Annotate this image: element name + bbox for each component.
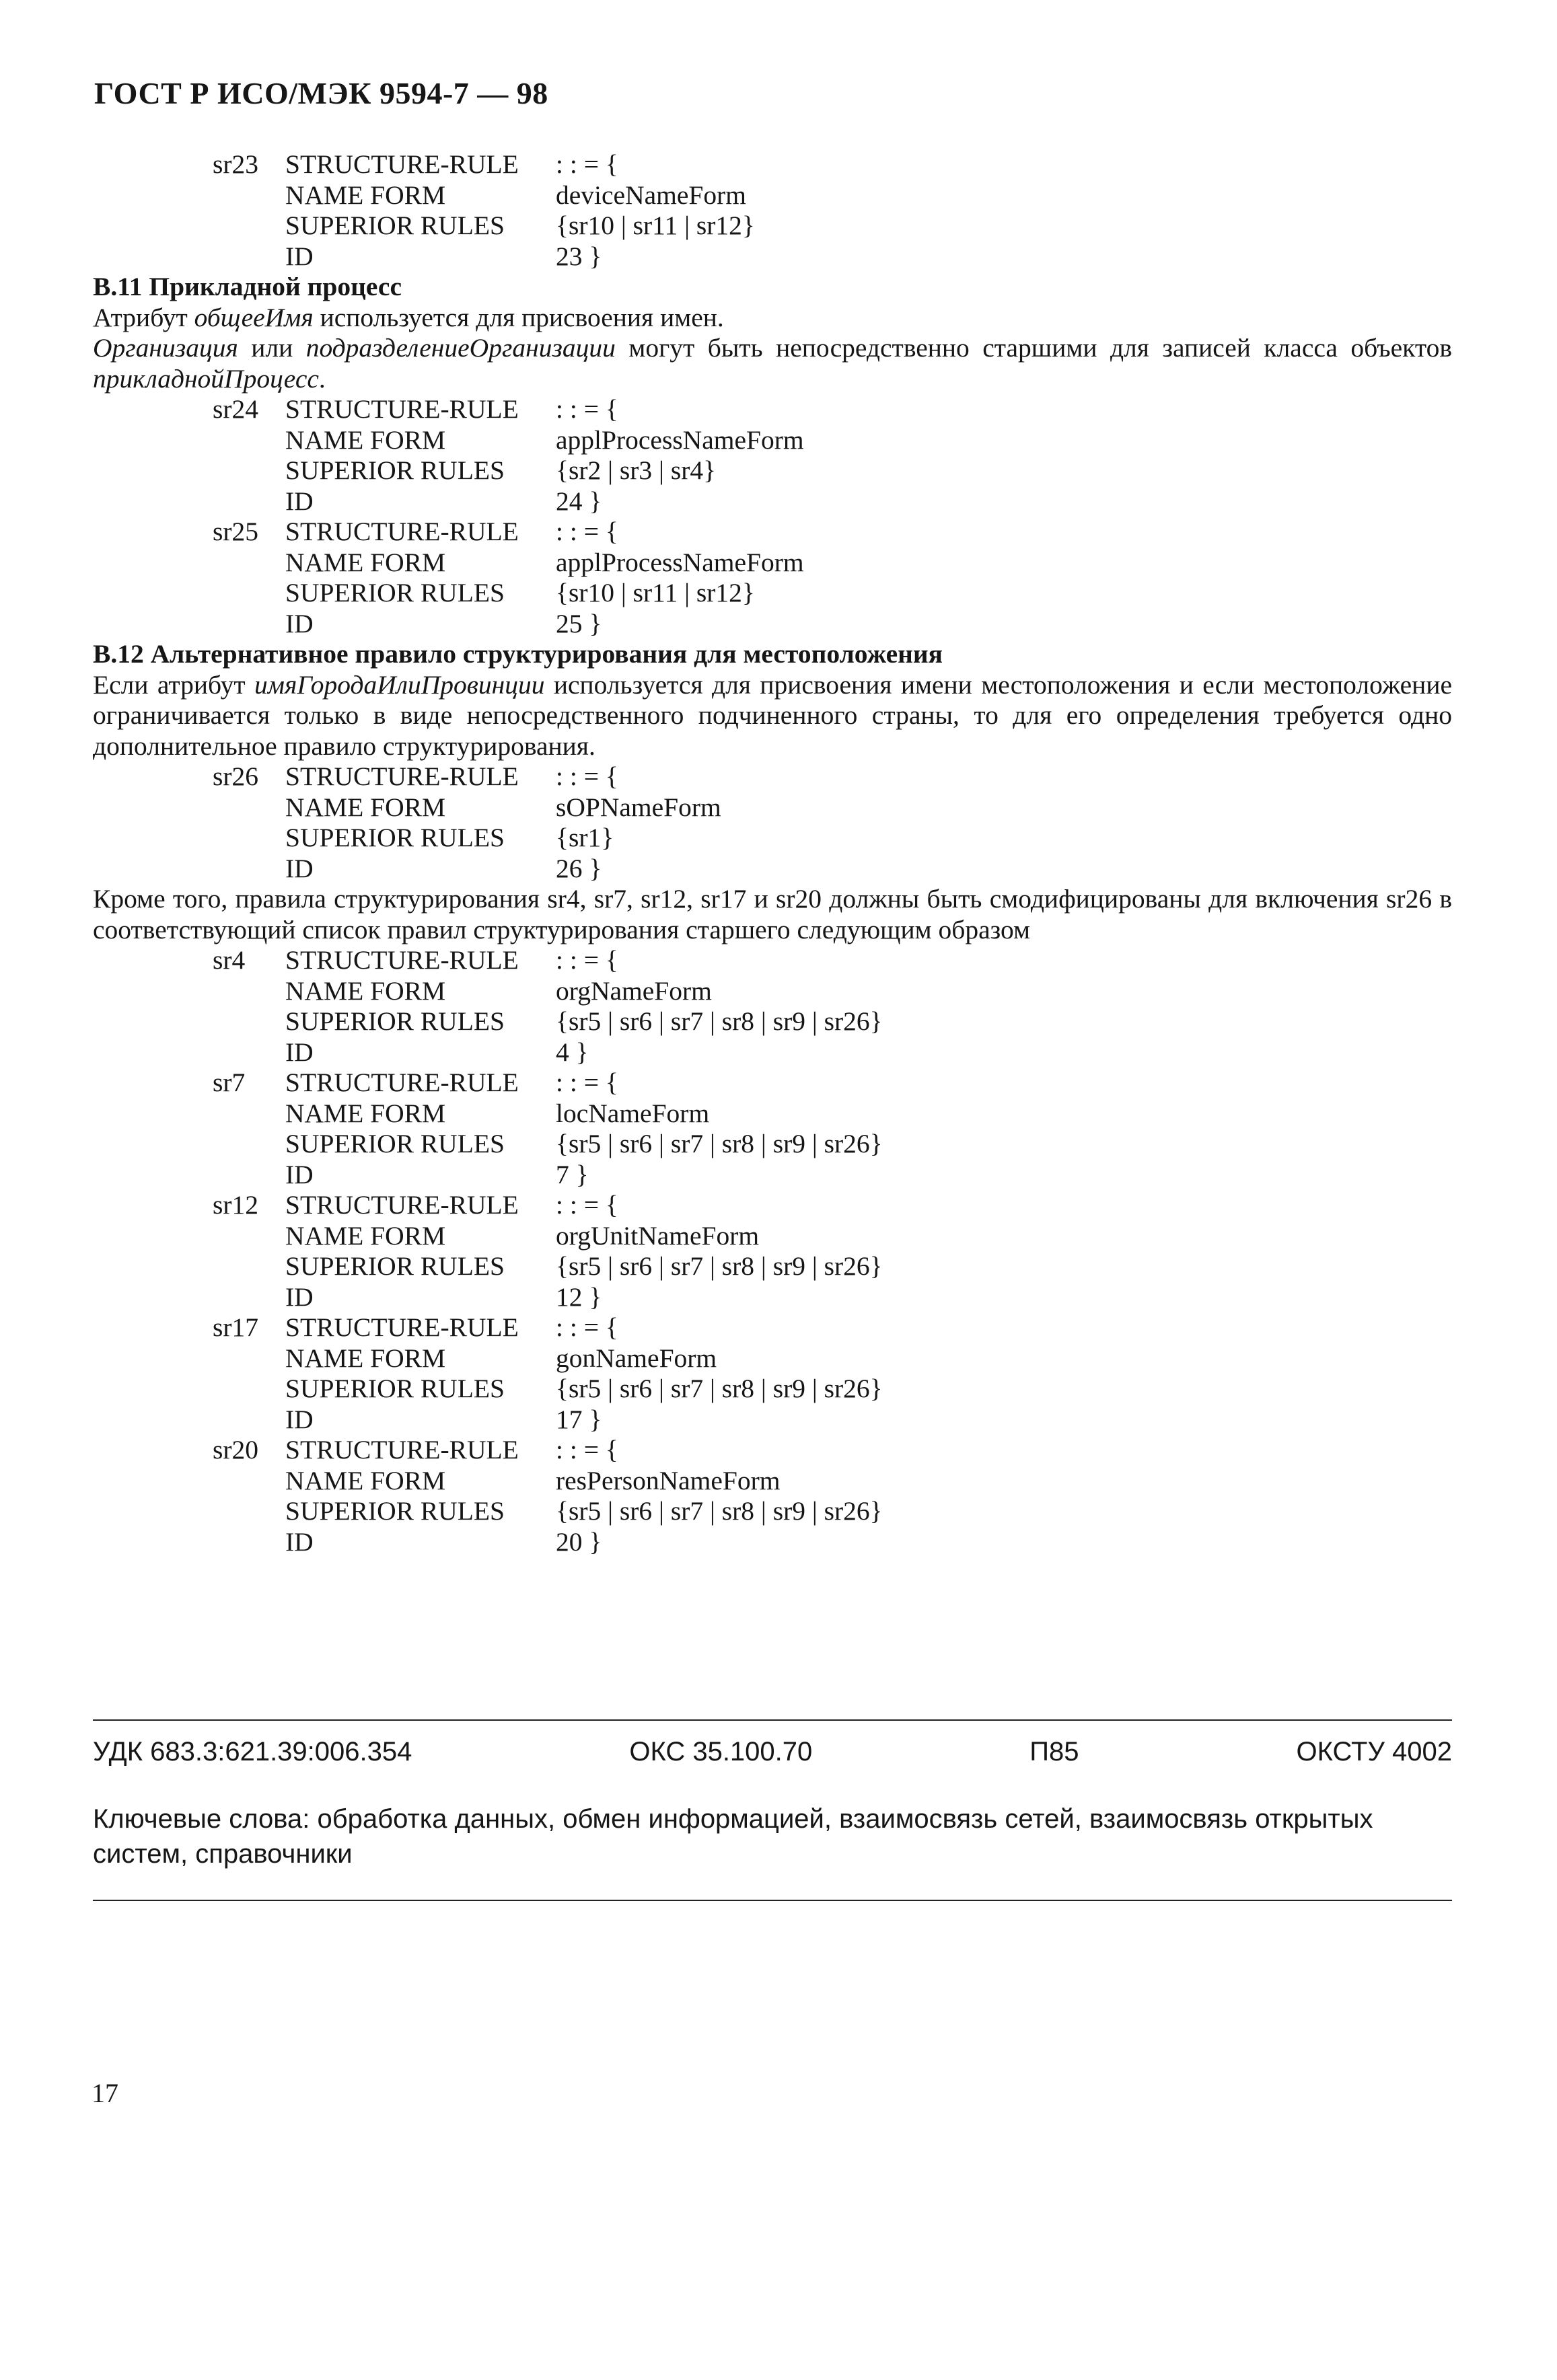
rule-keyword: ID [285, 241, 314, 271]
rule-value: 12 } [556, 1281, 602, 1312]
p-code: П85 [1029, 1737, 1079, 1767]
rule-keyword: STRUCTURE-RULE [285, 1068, 519, 1097]
rule-value: {sr5 | sr6 | sr7 | sr8 | sr9 | sr26} [556, 1374, 883, 1403]
rule-line [93, 1068, 1452, 1099]
rule-line [93, 792, 1452, 823]
rule-keyword: STRUCTURE-RULE [285, 1312, 519, 1342]
rule-line [93, 1160, 1452, 1191]
rule-block-sr23 [93, 149, 1452, 272]
rule-value: {sr5 | sr6 | sr7 | sr8 | sr9 | sr26} [556, 1129, 883, 1158]
rule-label: sr4 [213, 945, 246, 975]
rule-value: : : = { [556, 1068, 618, 1097]
rule-line [93, 1282, 1452, 1313]
rule-line [93, 578, 1452, 609]
rule-line [93, 211, 1452, 241]
rule-keyword: ID [285, 1159, 314, 1189]
rule-line [93, 761, 1452, 792]
rule-keyword: SUPERIOR RULES [285, 1006, 505, 1036]
rule-keyword: STRUCTURE-RULE [285, 517, 519, 546]
rule-value: sOPNameForm [556, 792, 721, 822]
rule-keyword: SUPERIOR RULES [285, 455, 505, 485]
rule-line [93, 1343, 1452, 1374]
rule-label: sr25 [213, 517, 259, 546]
rule-line [93, 180, 1452, 211]
rule-value: 17 } [556, 1404, 602, 1434]
rule-keyword: NAME FORM [285, 1343, 446, 1373]
rule-keyword: SUPERIOR RULES [285, 1129, 505, 1158]
rule-label: sr7 [213, 1068, 246, 1097]
paragraph-b11-superiors: Организация или подразделениеОрганизации могут быть непосредственно старшими для записей класса объектов прикладнойПроцесс. [93, 333, 1452, 394]
rule-value: 23 } [556, 241, 602, 271]
rule-keyword: STRUCTURE-RULE [285, 1435, 519, 1464]
section-heading-b12: B.12 Альтернативное правило структурирования для местоположения [93, 639, 943, 669]
rule-keyword: NAME FORM [285, 792, 446, 822]
rule-line [93, 1221, 1452, 1252]
rule-value: 25 } [556, 608, 602, 638]
rule-keyword: SUPERIOR RULES [285, 578, 505, 607]
rule-line [93, 1129, 1452, 1160]
rule-value: orgUnitNameForm [556, 1220, 760, 1251]
rule-line [93, 1374, 1452, 1405]
rule-keyword: ID [285, 853, 314, 883]
rule-line [93, 486, 1452, 517]
rule-line [93, 1496, 1452, 1527]
section-heading-b11: B.11 Прикладной процесс [93, 272, 402, 301]
rule-value: 26 } [556, 853, 602, 883]
rule-value: {sr10 | sr11 | sr12} [556, 211, 755, 240]
rule-value: {sr5 | sr6 | sr7 | sr8 | sr9 | sr26} [556, 1006, 883, 1036]
rule-value: {sr5 | sr6 | sr7 | sr8 | sr9 | sr26} [556, 1251, 883, 1281]
rule-keyword: NAME FORM [285, 1465, 446, 1495]
rule-value: {sr1} [556, 823, 614, 852]
rule-value: : : = { [556, 1312, 618, 1342]
rule-value: 4 } [556, 1037, 589, 1067]
rule-value: {sr2 | sr3 | sr4} [556, 455, 717, 485]
paragraph-modify: Кроме того, правила структурирования sr4, sr7, sr12, sr17 и sr20 должны быть смодифицированы для включения sr26 в соответствующий список правил структурирования старшего следующим образом [93, 884, 1452, 944]
keywords: Ключевые слова: обработка данных, обмен информацией, взаимосвязь сетей, взаимосвязь открытых систем, справочники [93, 1804, 1373, 1869]
rule-keyword: ID [285, 1281, 314, 1312]
rule-keyword: ID [285, 608, 314, 638]
rule-keyword: STRUCTURE-RULE [285, 149, 519, 179]
okstu-code: ОКСТУ 4002 [1296, 1737, 1452, 1767]
page-number: 17 [92, 2078, 118, 2108]
rule-line [93, 149, 1452, 180]
rule-line [93, 455, 1452, 486]
rule-line [93, 1405, 1452, 1436]
rule-value: : : = { [556, 761, 618, 791]
rule-line [93, 1312, 1452, 1343]
rule-keyword: ID [285, 1404, 314, 1434]
rule-label: sr26 [213, 761, 259, 791]
rule-line [93, 1435, 1452, 1466]
rule-keyword: NAME FORM [285, 424, 446, 455]
rule-value: deviceNameForm [556, 180, 746, 210]
rule-label: sr24 [213, 394, 259, 424]
rule-keyword: NAME FORM [285, 975, 446, 1006]
rule-keyword: STRUCTURE-RULE [285, 761, 519, 791]
rule-value: 20 } [556, 1526, 602, 1557]
rule-line [93, 1251, 1452, 1282]
rule-keyword: NAME FORM [285, 1098, 446, 1128]
footer-top-rule [93, 1719, 1452, 1721]
rule-value: locNameForm [556, 1098, 710, 1128]
rule-keyword: STRUCTURE-RULE [285, 1190, 519, 1220]
footer-bottom-rule [93, 1900, 1452, 1901]
rule-value: 24 } [556, 486, 602, 516]
rule-keyword: ID [285, 1526, 314, 1557]
rule-block-sr26 [93, 761, 1452, 884]
rule-label: sr17 [213, 1312, 259, 1342]
rule-keyword: ID [285, 1037, 314, 1067]
rule-value: gonNameForm [556, 1343, 717, 1373]
rule-line [93, 1006, 1452, 1037]
paragraph-b11-attribute: Атрибут общееИмя используется для присвоения имен. [93, 302, 724, 332]
rule-value: {sr5 | sr6 | sr7 | sr8 | sr9 | sr26} [556, 1496, 883, 1526]
rule-value: : : = { [556, 1435, 618, 1464]
rule-line [93, 517, 1452, 548]
rule-line [93, 609, 1452, 640]
rule-value: 7 } [556, 1159, 589, 1189]
rule-line [93, 241, 1452, 272]
paragraph-b12: Если атрибут имяГородаИлиПровинции используется для присвоения имени местоположения и если местоположение ограничивается только в виде непосредственного подчиненного страны, то для его определения требуется одно дополнительное правило структурирования. [93, 669, 1452, 761]
rule-line [93, 945, 1452, 976]
footer-classification [93, 1737, 1452, 1767]
rule-value: : : = { [556, 517, 618, 546]
rule-keyword: SUPERIOR RULES [285, 1496, 505, 1526]
oks-code: ОКС 35.100.70 [629, 1737, 813, 1767]
rule-keyword: STRUCTURE-RULE [285, 945, 519, 975]
rule-line [93, 425, 1452, 456]
rule-label: sr20 [213, 1435, 259, 1464]
rule-line [93, 1190, 1452, 1221]
rule-line [93, 548, 1452, 579]
rule-block-sr24-sr25 [93, 394, 1452, 639]
udk-code: УДК 683.3:621.39:006.354 [93, 1737, 412, 1767]
rule-line [93, 394, 1452, 425]
rule-value: : : = { [556, 1190, 618, 1220]
rule-keyword: NAME FORM [285, 547, 446, 577]
rule-keyword: SUPERIOR RULES [285, 211, 505, 240]
rule-value: applProcessNameForm [556, 424, 804, 455]
rule-keyword: SUPERIOR RULES [285, 1251, 505, 1281]
rule-line [93, 1037, 1452, 1068]
rule-keyword: NAME FORM [285, 1220, 446, 1251]
rule-value: : : = { [556, 945, 618, 975]
rule-keyword: SUPERIOR RULES [285, 1374, 505, 1403]
rule-keyword: NAME FORM [285, 180, 446, 210]
rule-label: sr23 [213, 149, 259, 179]
page-header: ГОСТ Р ИСО/МЭК 9594-7 — 98 [94, 76, 548, 110]
page-content [93, 149, 1452, 1557]
rule-keyword: STRUCTURE-RULE [285, 394, 519, 424]
rule-line [93, 976, 1452, 1007]
rule-line [93, 1466, 1452, 1497]
rule-keyword: SUPERIOR RULES [285, 823, 505, 852]
rule-block-modified [93, 945, 1452, 1557]
rule-value: : : = { [556, 149, 618, 179]
rule-line [93, 1099, 1452, 1129]
rule-value: resPersonNameForm [556, 1465, 781, 1495]
rule-value: : : = { [556, 394, 618, 424]
rule-keyword: ID [285, 486, 314, 516]
rule-label: sr12 [213, 1190, 259, 1220]
rule-line [93, 854, 1452, 885]
rule-value: applProcessNameForm [556, 547, 804, 577]
rule-line [93, 823, 1452, 854]
rule-value: orgNameForm [556, 975, 712, 1006]
rule-value: {sr10 | sr11 | sr12} [556, 578, 755, 607]
rule-line [93, 1527, 1452, 1558]
